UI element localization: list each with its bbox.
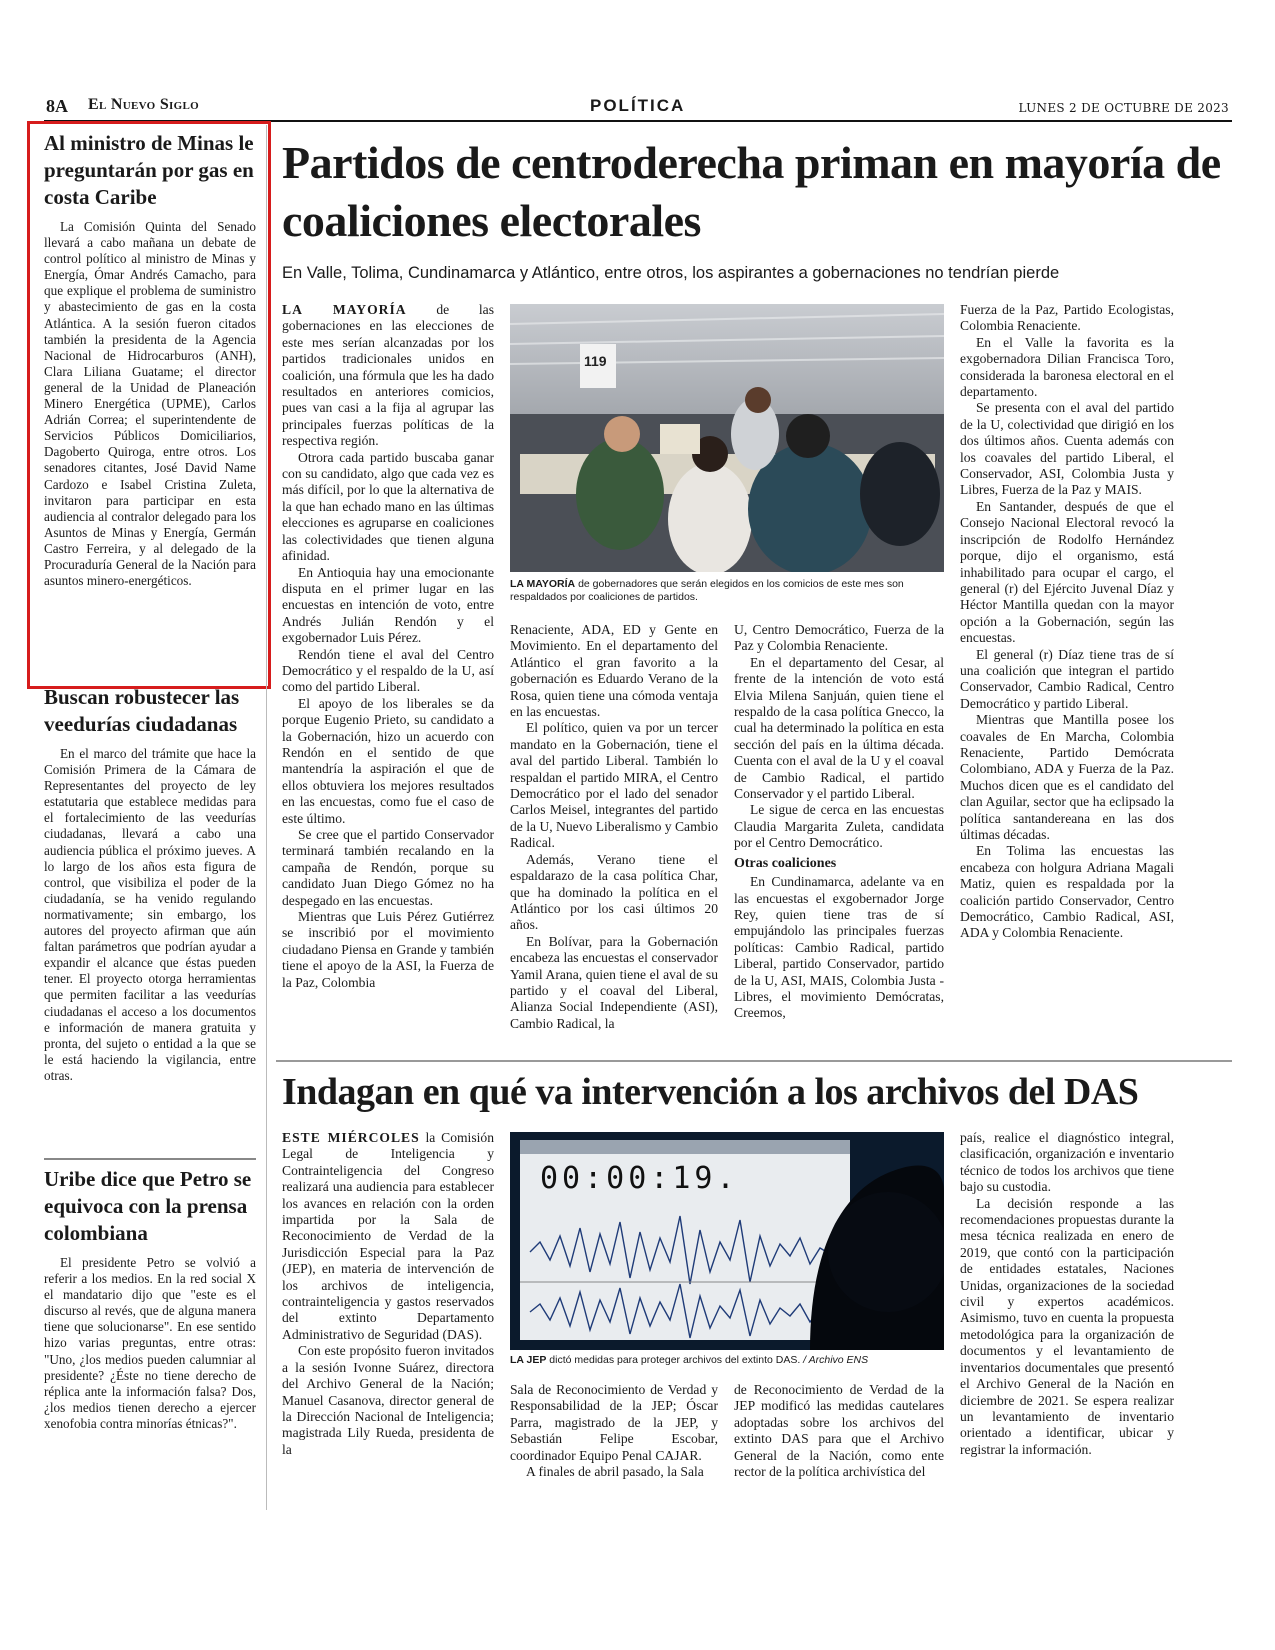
sidebar-story-2 bbox=[44, 684, 256, 1084]
paragraph: Con este propósito fueron invitados a la sesión Ivonne Suárez, directora del Archivo General de la Nación; Manuel Casanova, director general de la Dirección Nacional de Inteligencia; magistrada Lily Rueda, presidenta de la bbox=[282, 1343, 494, 1457]
paragraph: El general (r) Díaz tiene tras de sí una coalición que integran el partido Conservador, Cambio Radical, Centro Democrático y partido Liberal. bbox=[960, 646, 1174, 711]
paragraph: En Tolima las encuestas las encabeza con holgura Adriana Magali Matiz, quien es respaldada por la coalición partido Conservador, Centro Democrático, Cambio Radical, ASI, ADA y Colombia Renaciente. bbox=[960, 843, 1174, 941]
sidebar-story-3 bbox=[44, 1166, 256, 1432]
paragraph: El político, quien va por un tercer mandato en la Gobernación, tiene el aval del partido Liberal. También lo respaldan el partido MIRA, el Centro Democrático por el lado del senador Carlos Meisel, integrantes del partido de la U, Nuevo Liberalismo y Cambio Radical. bbox=[510, 720, 719, 851]
paragraph: país, realice el diagnóstico integral, clasificación, organización e inventario técnico de todos los archivos que tiene bajo su custodia. bbox=[960, 1130, 1174, 1195]
main-subheading: Otras coaliciones bbox=[734, 855, 837, 871]
second-column-3 bbox=[734, 1382, 944, 1480]
sidebar-story-1-headline: Al ministro de Minas le preguntarán por gas en costa Caribe bbox=[44, 131, 254, 209]
second-column-4 bbox=[960, 1130, 1174, 1458]
issue-date: LUNES 2 DE OCTUBRE DE 2023 bbox=[1018, 101, 1229, 115]
second-column-2 bbox=[510, 1382, 718, 1480]
paragraph: En Antioquia hay una emocionante disputa en el primer lugar en las encuestas en intención de voto, entre Andrés Julián Rendón y el exgobernador Luis Pérez. bbox=[282, 564, 494, 646]
paragraph: Se cree que el partido Conservador terminará también recalando en la campaña de Rendón, porque su candidato Juan Diego Gómez no ha despegado en las encuestas. bbox=[282, 827, 494, 908]
sidebar-story-2-text: En el marco del trámite que hace la Comisión Primera de la Cámara de Representantes del proyecto de ley estatutaria que establece medidas para el fortalecimiento de las veedurías ciudadanas, llevará a cabo una audiencia pública el próximo jueves. A lo largo de los años esta figura de control, que visibiliza el poder de la ciudadanía, se ha venido regulando normativamente; sin embargo, los autores del proyecto afirman que aún faltan parámetros que podrían ayudar a expandir el alcance que éstas pueden tener. El proyecto otorga herramientas que permiten facilitar a las veedurías ciudadanas el acceso a los documentos e información de manera gratuita y pronta, del sujeto o entidad a la que se le está haciendo la vigilancia, entre otras. bbox=[44, 746, 256, 1083]
main-column-3 bbox=[734, 622, 944, 1022]
paragraph: Mientras que Mantilla posee los coavales de En Marcha, Colombia Renaciente, Partido Demócrata Colombiano, ADA y Fuerza de la Paz. Muchos dicen que es el candidato del clan Aguilar, sector que ha eclipsado la política santandereana en las dos últimas décadas. bbox=[960, 712, 1174, 842]
paragraph: Le sigue de cerca en las encuestas Claudia Margarita Zuleta, candidata por el Centro Democrático. bbox=[734, 802, 944, 851]
second-headline: Indagan en qué va intervención a los archivos del DAS bbox=[282, 1071, 1139, 1113]
section-title: POLÍTICA bbox=[590, 96, 686, 115]
second-column-1 bbox=[282, 1130, 494, 1458]
sidebar-story-3-headline: Uribe dice que Petro se equivoca con la prensa colombiana bbox=[44, 1167, 252, 1245]
voting-photo bbox=[510, 304, 944, 572]
paragraph: Sala de Reconocimiento de Verdad y Responsabilidad de la JEP; Óscar Parra, magistrado de la JEP, y Sebastián Felipe Escobar, coordinador Equipo Penal CAJAR. bbox=[510, 1382, 718, 1463]
audio-waveform-illustration bbox=[510, 1132, 944, 1350]
story-divider bbox=[276, 1060, 1232, 1062]
photo-credit: / Archivo ENS bbox=[800, 1354, 869, 1366]
paragraph: Se presenta con el aval del partido de la U, colectividad que dirigió en los dos últimos años. Cuenta además con los coavales del partido Liberal, el Conservador, ASI, Colombia Justa y Libres, Fuerza de la Paz y MAIS. bbox=[960, 400, 1174, 498]
sidebar-story-1 bbox=[44, 130, 256, 589]
paragraph: de Reconocimiento de Verdad de la JEP modificó las medidas cautelares adoptadas sobre los archivos del extinto DAS para que el Archivo General de la Nación, como ente rector de la política archivística del bbox=[734, 1382, 944, 1480]
newspaper-name: El Nuevo Siglo bbox=[88, 96, 199, 113]
main-headline: Partidos de centroderecha priman en mayoría de coaliciones electorales bbox=[282, 137, 1221, 246]
caption-lead: LA JEP bbox=[510, 1354, 547, 1366]
main-photo-caption bbox=[510, 578, 944, 604]
caption-text: de gobernadores que serán elegidos en los comicios de este mes son respaldados por coaliciones de partidos. bbox=[510, 578, 904, 603]
sidebar-story-2-body bbox=[44, 746, 256, 1084]
paragraph: Otrora cada partido buscaba ganar con su candidato, algo que cada vez es más difícil, por lo que la alternativa de la que han echado mano en las últimas elecciones es agruparse en coaliciones las colectividades que tienen alguna afinidad. bbox=[282, 449, 494, 564]
main-column-1 bbox=[282, 302, 494, 991]
caption-lead: LA MAYORÍA bbox=[510, 578, 576, 590]
sidebar-column-rule bbox=[266, 125, 267, 1510]
caption-text: dictó medidas para proteger archivos del extinto DAS. bbox=[546, 1354, 801, 1366]
paragraph: U, Centro Democrático, Fuerza de la Paz y Colombia Renaciente. bbox=[734, 622, 944, 654]
paragraph: En el Valle la favorita es la exgobernadora Dilian Francisca Toro, considerada la baronesa electoral en el departamento. bbox=[960, 334, 1174, 400]
main-column-2 bbox=[510, 622, 718, 1032]
paragraph: A finales de abril pasado, la Sala bbox=[526, 1464, 704, 1480]
sidebar-story-3-text: El presidente Petro se volvió a referir a los medios. En la red social X el mandatario dijo que "este es el discurso al revés, que de alguna manera tiene que solucionarse". En ese sentido hizo varias preguntas, entre otras: "Uno, ¿los medios pueden calumniar al presidente? ¿Éste no tiene derecho de réplica ante la información falsa? Dos, ¿los medios tienen derecho a ejercer xenofobia contra minorías étnicas?". bbox=[44, 1255, 256, 1431]
sidebar-story-2-headline: Buscan robustecer las veedurías ciudadanas bbox=[44, 685, 240, 736]
main-lead-word: LA MAYORÍA bbox=[282, 302, 407, 317]
audio-archive-photo bbox=[510, 1132, 944, 1350]
main-column-4 bbox=[960, 302, 1174, 942]
paragraph: En Santander, después de que el Consejo Nacional Electoral revocó la inscripción de Rodolfo Hernández porque, dijo el organismo, está inhabilitado para ocupar el cargo, el general (r) del Ejército Juvenal Díaz y Héctor Mantilla quedan con la mayor opción a la Gobernación, según las encuestas. bbox=[960, 498, 1174, 646]
paragraph: Además, Verano tiene el espaldarazo de la casa política Char, que ha dominado la política en el Atlántico por los casi últimos 20 años. bbox=[510, 851, 718, 933]
paragraph: En el departamento del Cesar, al frente de la intención de voto está Elvia Milena Sanjuán, quien tiene el respaldo de la casa política Gnecco, la cual ha determinado la política en esta sección del país en la última década. Cuenta con el aval de la U y el coaval de Cambio Radical, el partido Conservador y el partido Liberal. bbox=[734, 654, 944, 802]
audio-photo-caption bbox=[510, 1354, 944, 1367]
paragraph: de las gobernaciones en las elecciones de este mes serían alcanzadas por los partidos tradicionales unidos en coalición, una fórmula que les ha dado resultados en anteriores comicios, pues van casi a la fija al agrupar las principales fuerzas políticas de la respectiva región. bbox=[282, 302, 494, 449]
voting-photo-illustration bbox=[510, 304, 944, 572]
paragraph: la Comisión Legal de Inteligencia y Contrainteligencia del Congreso realizará una audiencia para establecer los avances en relación con la orden impartida por la Sala de Reconocimiento de Verdad de la Jurisdicción Especial para la Paz (JEP), en materia de intervención de los archivos de inteligencia, contrainteligencia y gastos reservados del extinto Departamento Administrativo de Seguridad (DAS). bbox=[282, 1130, 494, 1342]
sidebar-story-3-body bbox=[44, 1255, 256, 1432]
paragraph: Rendón tiene el aval del Centro Democrático y el respaldo de la U, así como del partido Liberal. bbox=[282, 646, 494, 695]
sidebar-story-1-body bbox=[44, 219, 256, 589]
paragraph: Fuerza de la Paz, Partido Ecologistas, Colombia Renaciente. bbox=[960, 302, 1174, 334]
paragraph: En Cundinamarca, adelante va en las encuestas el exgobernador Jorge Rey, quien tiene tras de sí empujándolo las principales fuerzas políticas: Cambio Radical, partido Liberal, partido Conservador, partido de la U, ASI, MAIS, Colombia Justa - Libres, el movimiento Demócratas, Creemos, bbox=[734, 874, 944, 1021]
paragraph: Mientras que Luis Pérez Gutiérrez se inscribió por el movimiento ciudadano Piensa en Grande y también tiene el apoyo de la ASI, la Fuerza de la Paz, Colombia bbox=[282, 909, 494, 990]
page-number: 8A bbox=[46, 96, 68, 116]
timecode-display: 00:00:19. bbox=[540, 1161, 739, 1196]
sidebar-divider bbox=[44, 1158, 256, 1160]
voting-sign-number: 119 bbox=[584, 353, 607, 369]
paragraph: En Bolívar, para la Gobernación encabeza las encuestas el conservador Yamil Arana, quien tiene el aval de su partido y el coaval del Liberal, Alianza Social Independiente (ASI), Cambio Radical, la bbox=[510, 933, 718, 1031]
second-lead-word: ESTE MIÉRCOLES bbox=[282, 1130, 420, 1145]
main-deck: En Valle, Tolima, Cundinamarca y Atlántico, entre otros, los aspirantes a gobernaciones no tendrían pierde bbox=[282, 264, 1060, 282]
paragraph: El apoyo de los liberales se da porque Eugenio Prieto, su candidato a la Gobernación, hizo un acuerdo con Rendón en el sentido de que mantendría la aspiración el que de ellos obtuviera los mejores resultados en las encuestas, como fue el caso de este último. bbox=[282, 695, 494, 826]
sidebar-story-1-text: La Comisión Quinta del Senado llevará a cabo mañana un debate de control político al ministro de Minas y Energía, Ómar Andrés Camacho, para que explique el problema de suministro y abastecimiento de gas en la costa Atlántica. A la sesión fueron citados también la presidenta de la Agencia Nacional de Hidrocarburos (ANH), Clara Liliana Guatame; el director general de la Unidad de Planeación Minero Energética (UPME), Carlos Adrián Correa; el superintendente de Servicios Públicos Domiciliarios, Dagoberto Quiroga, entre otros. Los senadores citantes, José David Name Cardozo e Isabel Cristina Zuleta, invitaron para participar en esta audiencia al contralor delegado para los Asuntos de Minas y Energía, Germán Castro Ferreira, y al delegado de la Procuraduría General de la Nación para asuntos minero-energéticos. bbox=[44, 219, 256, 589]
paragraph: La decisión responde a las recomendaciones propuestas durante la mesa técnica realizada en enero de 2019, que contó con la participación de entidades estatales, Naciones Unidas, organizaciones de la sociedad civil y expertos académicos. Asimismo, tuvo en cuenta la propuesta metodológica para la organización de documentos y el levantamiento de inventarios documentales que presentó el Archivo General de la Nación en diciembre de 2021. Se espera realizar un levantamiento de inventario orientado a identificar, ubicar y registrar la información. bbox=[960, 1195, 1174, 1457]
paragraph: Renaciente, ADA, ED y Gente en Movimiento. En el departamento del Atlántico el gran favorito a la gobernación es Eduardo Verano de la Rosa, quien tiene una cómoda ventaja en las encuestas. bbox=[510, 622, 718, 720]
